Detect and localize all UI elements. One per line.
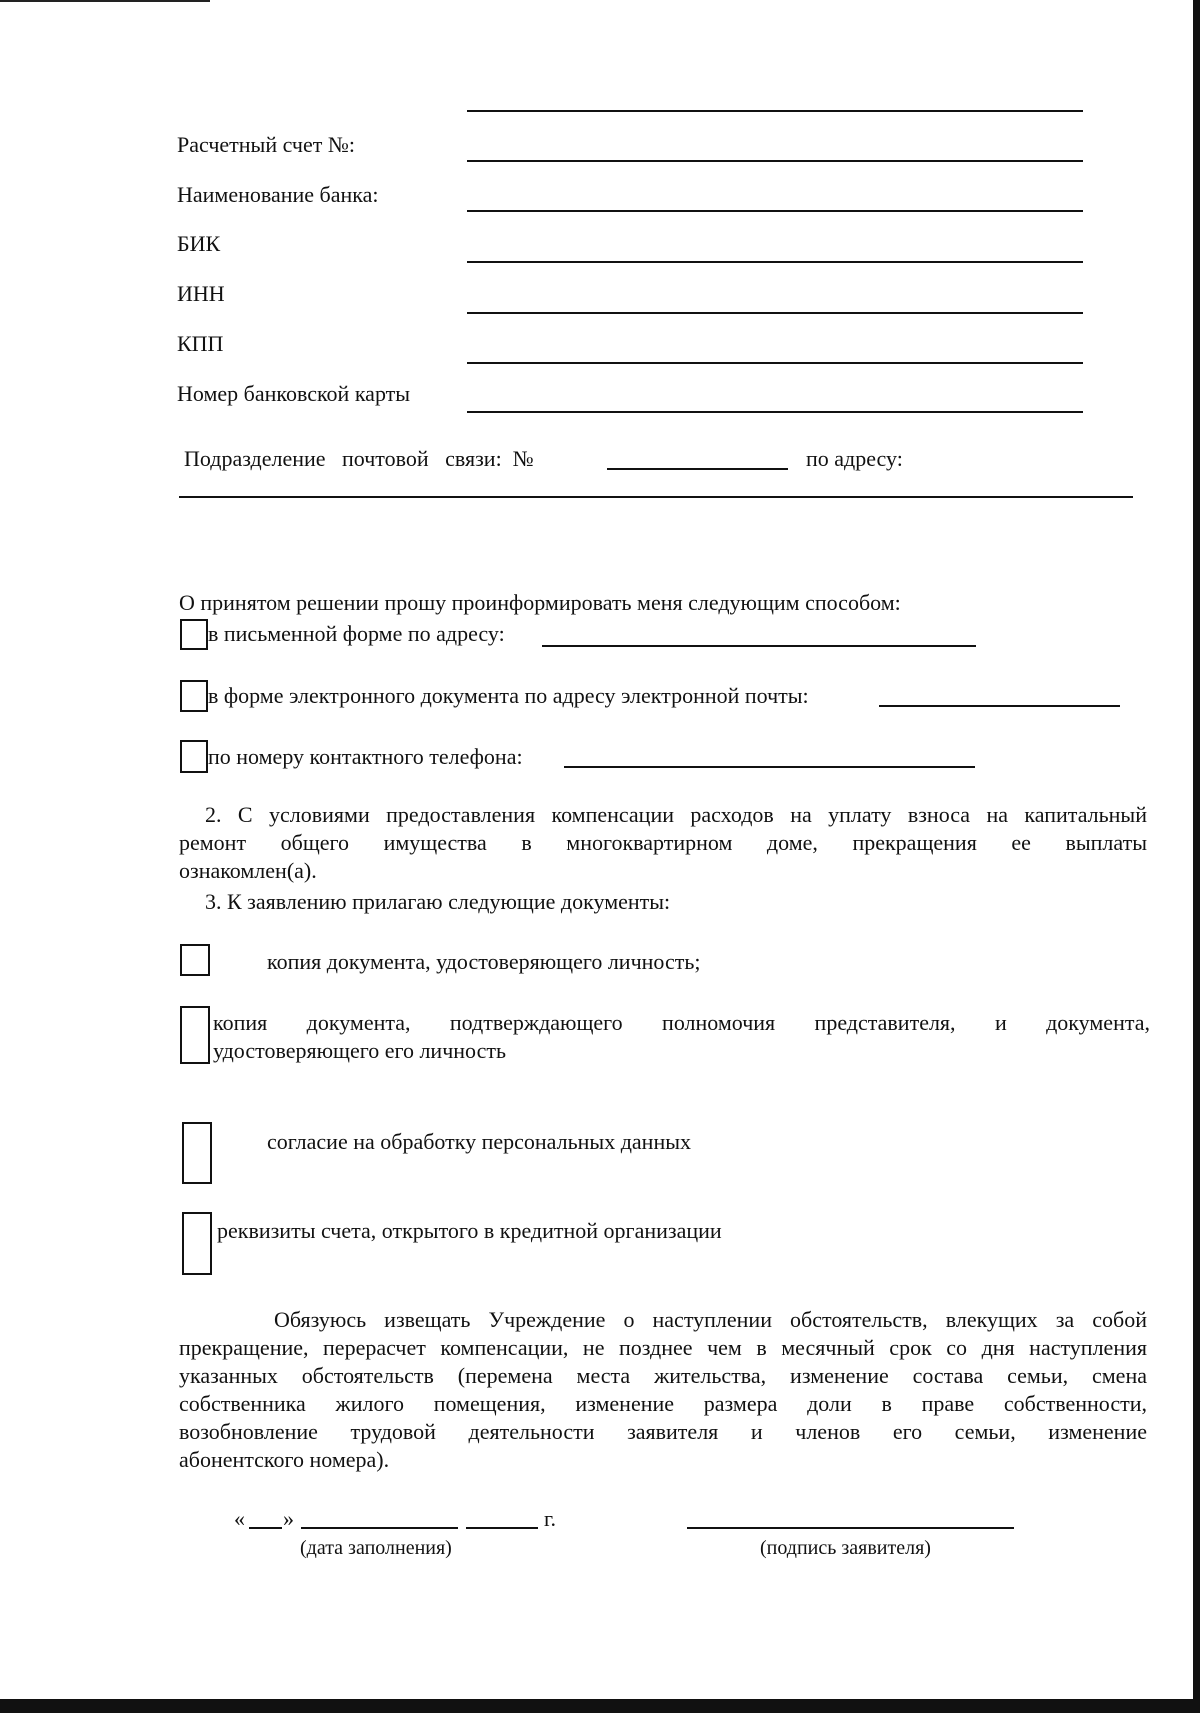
doc-bank-details-label: реквизиты счета, открытого в кредитной организации bbox=[217, 1218, 722, 1243]
blank-line-top[interactable] bbox=[467, 110, 1083, 112]
notify-phone-field[interactable] bbox=[564, 766, 975, 768]
doc-bank-details-checkbox[interactable] bbox=[182, 1212, 212, 1275]
bank-name-label: Наименование банка: bbox=[177, 182, 379, 207]
obligation-line-5: возобновление трудовой деятельности заявителя и членов его семьи, изменение bbox=[179, 1419, 1147, 1444]
notify-written-label: в письменной форме по адресу: bbox=[208, 621, 505, 646]
scan-artifact-line bbox=[0, 0, 210, 2]
notify-written-field[interactable] bbox=[542, 645, 976, 647]
date-caption: (дата заполнения) bbox=[300, 1537, 452, 1559]
obligation-line-2: прекращение, перерасчет компенсации, не позднее чем в месячный срок со дня наступления bbox=[179, 1335, 1147, 1360]
terms-line-3: ознакомлен(а). bbox=[179, 858, 317, 883]
notify-electronic-checkbox[interactable] bbox=[180, 680, 208, 712]
scan-edge-right bbox=[1193, 0, 1200, 1713]
inn-label: ИНН bbox=[177, 281, 225, 306]
doc-representative-checkbox[interactable] bbox=[180, 1006, 210, 1064]
obligation-line-1: Обязуюсь извещать Учреждение о наступлении обстоятельств, влекущих за собой bbox=[274, 1307, 1147, 1332]
date-year-field[interactable] bbox=[466, 1527, 538, 1529]
notify-electronic-field[interactable] bbox=[879, 705, 1120, 707]
signature-field[interactable] bbox=[687, 1527, 1014, 1529]
post-number-field[interactable] bbox=[607, 468, 788, 470]
card-label: Номер банковской карты bbox=[177, 381, 411, 406]
scan-edge-bottom bbox=[0, 1699, 1200, 1713]
account-field[interactable] bbox=[467, 160, 1083, 162]
card-field[interactable] bbox=[467, 411, 1083, 413]
doc-representative-line-2: удостоверяющего его личность bbox=[213, 1038, 506, 1063]
signature-caption: (подпись заявителя) bbox=[760, 1537, 931, 1559]
notify-written-checkbox[interactable] bbox=[180, 619, 208, 650]
date-quote-open: « bbox=[234, 1506, 245, 1531]
post-division-label: Подразделение почтовой связи: № bbox=[184, 446, 534, 471]
kpp-field[interactable] bbox=[467, 362, 1083, 364]
notify-phone-label: по номеру контактного телефона: bbox=[208, 744, 523, 769]
bik-field[interactable] bbox=[467, 261, 1083, 263]
doc-consent-checkbox[interactable] bbox=[182, 1122, 212, 1184]
doc-representative-label bbox=[213, 1009, 1150, 1065]
doc-consent-label: согласие на обработку персональных данных bbox=[267, 1129, 691, 1154]
date-month-field[interactable] bbox=[301, 1527, 458, 1529]
notify-intro: О принятом решении прошу проинформировать меня следующим способом: bbox=[179, 590, 901, 615]
obligation-line-6: абонентского номера). bbox=[179, 1447, 390, 1472]
obligation-line-4: собственника жилого помещения, изменение размера доли в праве собственности, bbox=[179, 1391, 1147, 1416]
date-quote-close: » bbox=[283, 1506, 294, 1531]
bank-name-field[interactable] bbox=[467, 210, 1083, 212]
notify-phone-checkbox[interactable] bbox=[180, 740, 208, 773]
obligation-line-3: указанных обстоятельств (перемена места жительства, изменение состава семьи, смена bbox=[179, 1363, 1147, 1388]
obligation-paragraph bbox=[179, 1306, 1147, 1474]
notify-electronic-label: в форме электронного документа по адресу электронной почты: bbox=[208, 683, 809, 708]
post-address-field[interactable] bbox=[179, 496, 1133, 498]
doc-id-label: копия документа, удостоверяющего личность; bbox=[267, 949, 701, 974]
date-day-field[interactable] bbox=[249, 1527, 282, 1529]
doc-id-checkbox[interactable] bbox=[180, 944, 210, 976]
terms-acknowledgement bbox=[179, 801, 1147, 885]
doc-representative-line-1: копия документа, подтверждающего полномочия представителя, и документа, bbox=[213, 1010, 1150, 1035]
terms-line-1: 2. С условиями предоставления компенсации расходов на уплату взноса на капитальный bbox=[205, 802, 1147, 827]
post-address-label: по адресу: bbox=[806, 446, 903, 471]
terms-line-2: ремонт общего имущества в многоквартирном доме, прекращения ее выплаты bbox=[179, 830, 1147, 855]
attachments-intro: 3. К заявлению прилагаю следующие документы: bbox=[205, 889, 671, 914]
bik-label: БИК bbox=[177, 231, 221, 256]
account-label: Расчетный счет №: bbox=[177, 132, 355, 157]
inn-field[interactable] bbox=[467, 312, 1083, 314]
kpp-label: КПП bbox=[177, 331, 224, 356]
date-year-suffix: г. bbox=[544, 1506, 557, 1531]
